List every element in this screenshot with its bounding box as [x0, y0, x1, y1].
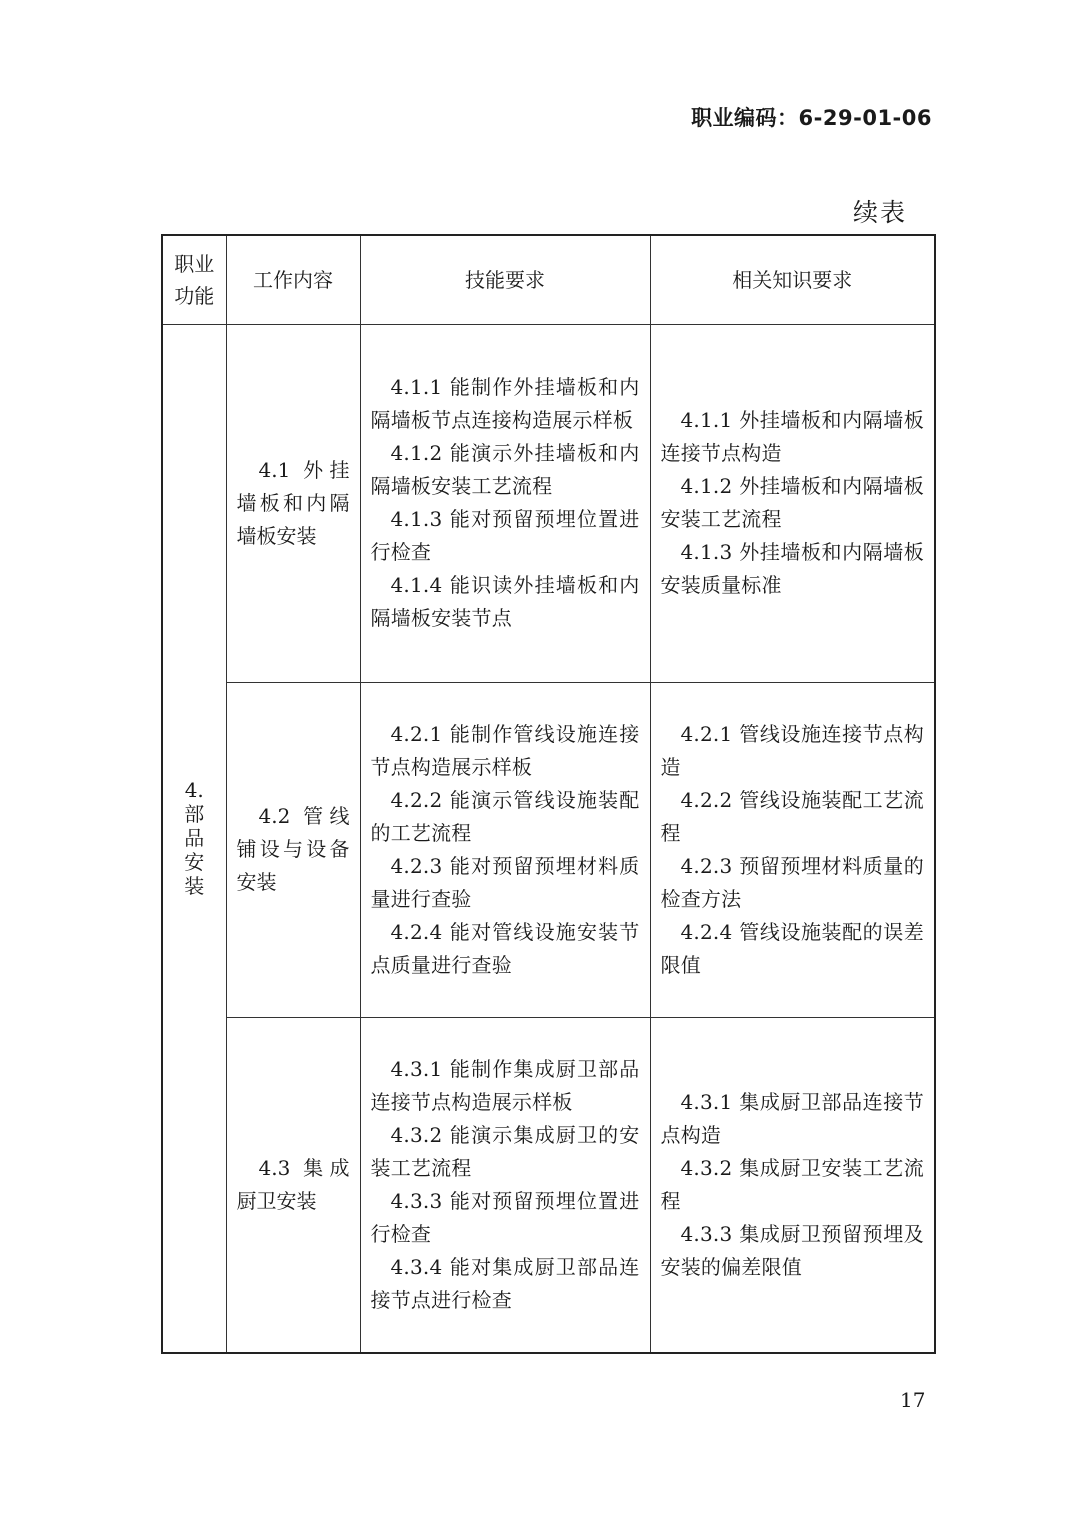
skill-item: 4.1.2 能演示外挂墙板和内隔墙板安装工艺流程 — [370, 441, 640, 498]
work-content-cell: 4.3 集成厨卫安装 — [226, 1017, 360, 1353]
column-header-skills: 技能要求 — [360, 235, 650, 324]
skill-item: 4.1.3 能对预留预埋位置进行检查 — [370, 507, 640, 564]
knowledge-item: 4.1.3 外挂墙板和内隔墙板安装质量标准 — [660, 540, 924, 597]
knowledge-item: 4.1.1 外挂墙板和内隔墙板连接节点构造 — [660, 408, 924, 465]
requirements-table — [161, 234, 936, 1354]
skills-cell — [360, 682, 650, 1017]
skill-item: 4.2.3 能对预留预埋材料质量进行查验 — [370, 853, 640, 911]
knowledge-item: 4.3.3 集成厨卫预留预埋及安装的偏差限值 — [660, 1221, 924, 1279]
skill-item: 4.2.1 能制作管线设施连接节点构造展示样板 — [370, 721, 640, 779]
knowledge-cell — [650, 682, 935, 1017]
skill-item: 4.1.1 能制作外挂墙板和内隔墙板节点连接构造展示样板 — [370, 375, 640, 432]
skill-item: 4.2.4 能对管线设施安装节点质量进行查验 — [370, 919, 640, 977]
skill-item: 4.1.4 能识读外挂墙板和内隔墙板安装节点 — [370, 573, 640, 630]
knowledge-item: 4.1.2 外挂墙板和内隔墙板安装工艺流程 — [660, 474, 924, 531]
column-header-function: 职业 功能 — [162, 235, 226, 324]
skill-item: 4.3.1 能制作集成厨卫部品连接节点构造展示样板 — [370, 1056, 640, 1114]
occupation-code: 职业编码：6-29-01-06 — [691, 106, 932, 130]
knowledge-cell — [650, 1017, 935, 1353]
column-header-knowledge: 相关知识要求 — [650, 235, 935, 324]
knowledge-item: 4.3.2 集成厨卫安装工艺流程 — [660, 1155, 924, 1213]
work-content-cell: 4.2 管线铺设与设备安装 — [226, 682, 360, 1017]
column-header-work: 工作内容 — [226, 235, 360, 324]
table-header-row — [162, 235, 935, 324]
skill-item: 4.3.2 能演示集成厨卫的安装工艺流程 — [370, 1122, 640, 1180]
knowledge-item: 4.2.1 管线设施连接节点构造 — [660, 721, 924, 779]
skills-cell — [360, 1017, 650, 1353]
knowledge-item: 4.2.2 管线设施装配工艺流程 — [660, 787, 924, 845]
continued-label: 续表 — [853, 198, 908, 227]
skill-item: 4.3.3 能对预留预埋位置进行检查 — [370, 1188, 640, 1246]
skill-item: 4.2.2 能演示管线设施装配的工艺流程 — [370, 787, 640, 845]
skills-cell — [360, 324, 650, 682]
knowledge-item: 4.2.4 管线设施装配的误差限值 — [660, 919, 924, 977]
knowledge-cell — [650, 324, 935, 682]
function-cell: 4. 部 品 安 装 — [162, 324, 226, 1353]
page-number: 17 — [900, 1388, 926, 1412]
work-content-cell: 4.1 外挂墙板和内隔墙板安装 — [226, 324, 360, 682]
skill-item: 4.3.4 能对集成厨卫部品连接节点进行检查 — [370, 1254, 640, 1312]
knowledge-item: 4.3.1 集成厨卫部品连接节点构造 — [660, 1089, 924, 1147]
table-row — [162, 1017, 935, 1353]
table-row — [162, 682, 935, 1017]
table-row — [162, 324, 935, 682]
knowledge-item: 4.2.3 预留预埋材料质量的检查方法 — [660, 853, 924, 911]
